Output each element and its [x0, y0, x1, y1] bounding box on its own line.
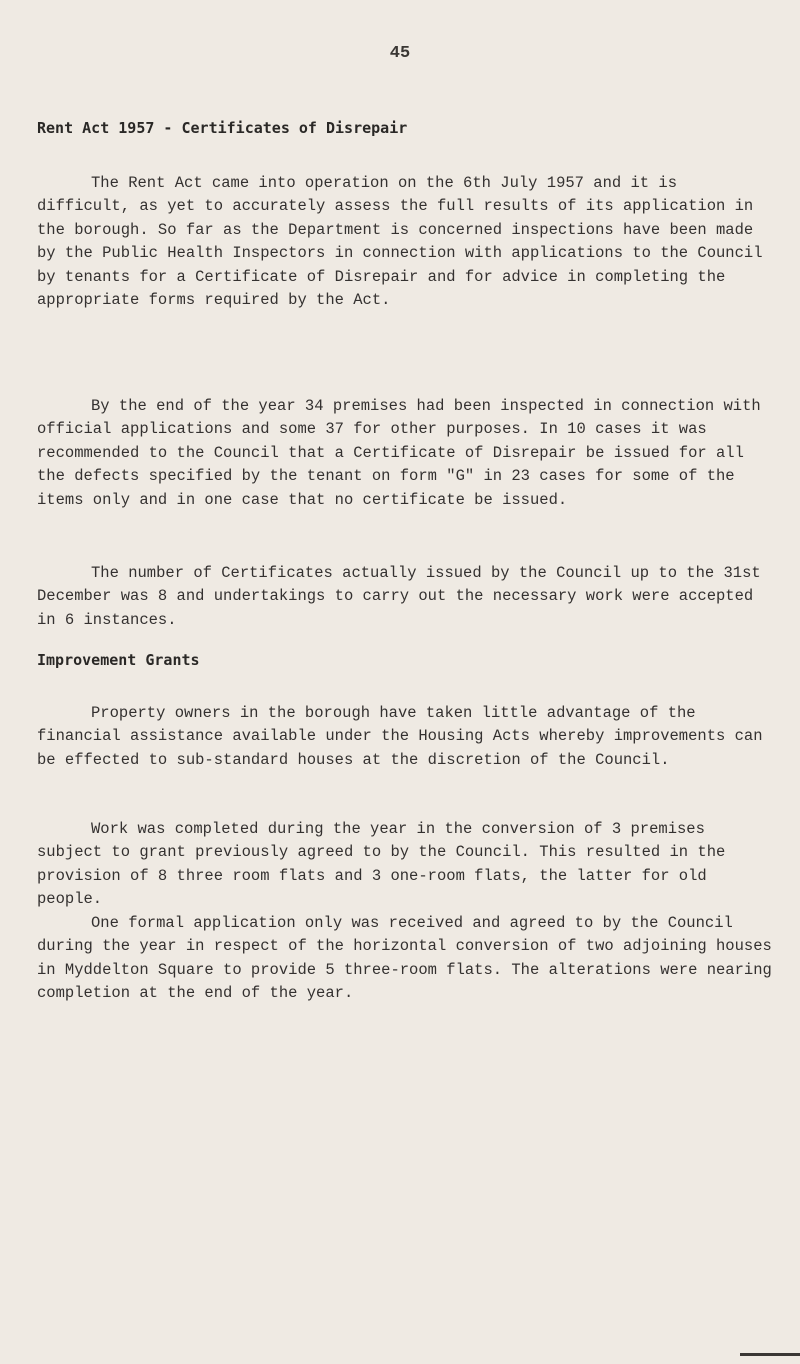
section-heading-rent-act: Rent Act 1957 - Certificates of Disrepair	[37, 119, 408, 137]
paragraph-text: One formal application only was received and agreed to by the Council during the year in respect of the horizontal conversion of two adjoining houses in Myddelton Square to provide 5 three-room flats. The alterations were nearing completion at the end of the year.	[37, 914, 772, 1003]
paragraph-property-owners	[37, 702, 772, 772]
section-heading-improvement-grants: Improvement Grants	[37, 651, 200, 669]
page-edge-mark	[740, 1353, 800, 1356]
paragraph-text: The Rent Act came into operation on the 6th July 1957 and it is difficult, as yet to accurately assess the full results of its application in the borough. So far as the Department is concerned inspections have been made by the Public Health Inspectors in connection with applications to the Council by tenants for a Certificate of Disrepair and for advice in completing the appropriate forms required by the Act.	[37, 174, 763, 310]
paragraph-certificates-issued	[37, 562, 772, 632]
paragraph-text: By the end of the year 34 premises had been inspected in connection with official applications and some 37 for other purposes. In 10 cases it was recommended to the Council that a Certificate of Disrepair be issued for all the defects specified by the tenant on form "G" in 23 cases for some of the items only and in one case that no certificate be issued.	[37, 397, 761, 509]
page-number: 45	[389, 44, 411, 63]
paragraph-work-completed	[37, 818, 772, 912]
paragraph-text: The number of Certificates actually issued by the Council up to the 31st December was 8 and undertakings to carry out the necessary work were accepted in 6 instances.	[37, 564, 761, 629]
paragraph-rent-act-operation	[37, 172, 772, 312]
paragraph-premises-inspected	[37, 395, 772, 512]
paragraph-formal-application	[37, 912, 772, 1006]
paragraph-text: Property owners in the borough have taken little advantage of the financial assistance available under the Housing Acts whereby improvements can be effected to sub-standard houses at the discretion of the Council.	[37, 704, 763, 769]
paragraph-text: Work was completed during the year in the conversion of 3 premises subject to grant previously agreed to by the Council. This resulted in the provision of 8 three room flats and 3 one-room flats, the latter for old people.	[37, 820, 726, 909]
